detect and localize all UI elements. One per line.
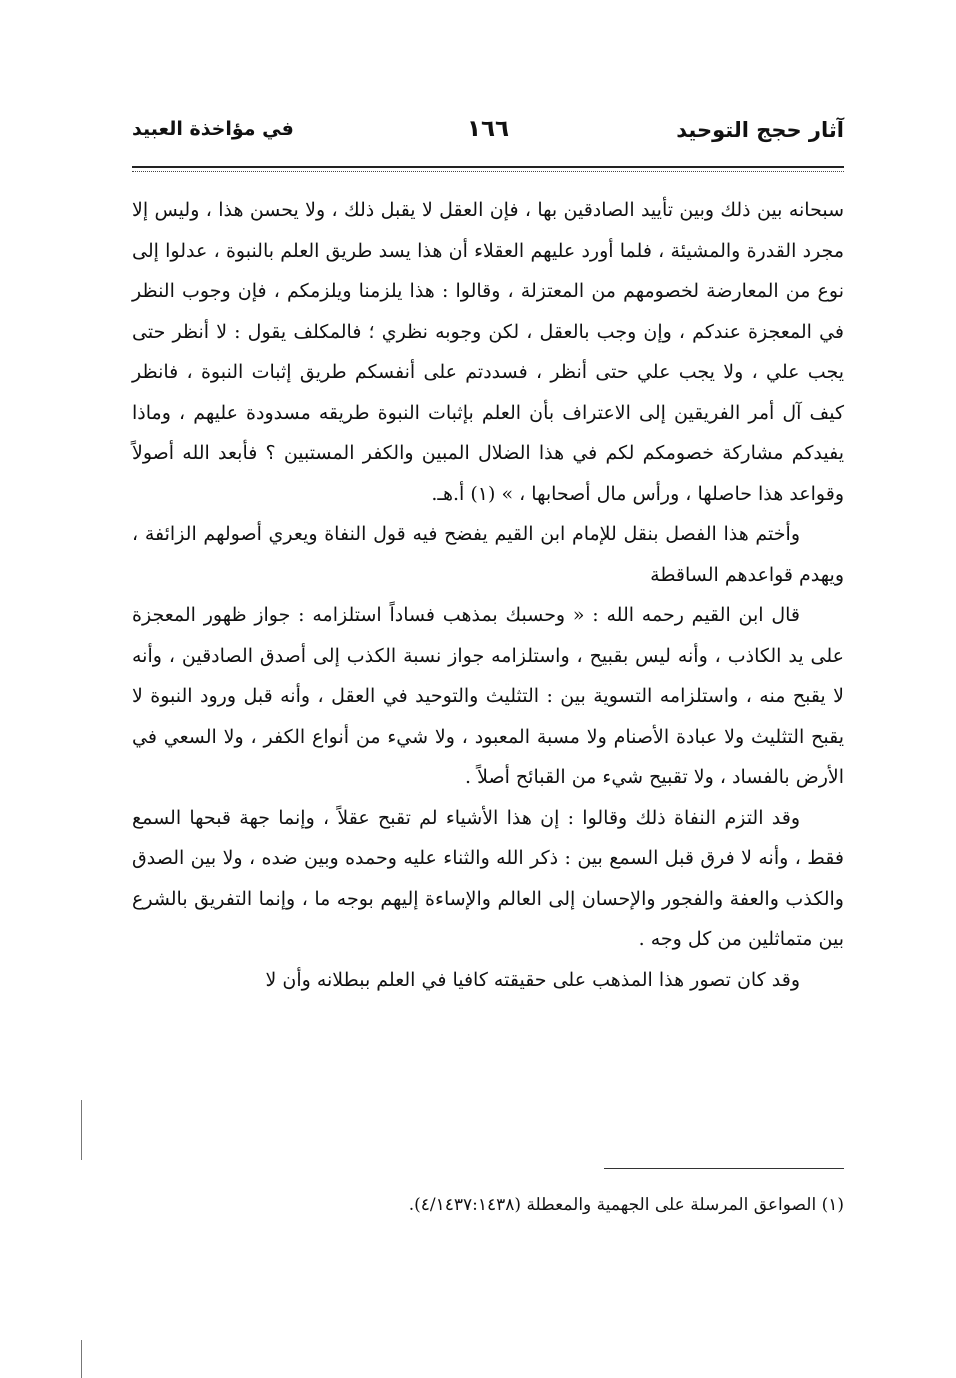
footnote-rule — [604, 1168, 844, 1169]
paragraph-5: وقد كان تصور هذا المذهب على حقيقته كافيا في العلم ببطلانه وأن لا — [265, 968, 800, 991]
header-rule — [132, 166, 844, 168]
footnote: (١) الصواعق المرسلة على الجهمية والمعطلة (٤/١٤٣٧:١٤٣٨). — [408, 1195, 844, 1215]
page-header — [132, 118, 844, 158]
header-dotted-rule — [132, 171, 844, 172]
section-title: في مؤاخذة العبيد — [132, 118, 294, 140]
scan-margin-mark — [81, 1340, 82, 1378]
paragraph-2: وأختم هذا الفصل بنقل للإمام ابن القيم يفضح فيه قول النفاة ويعري أصولهم الزائفة ، ويهدم قواعدهم الساقطة — [132, 523, 844, 586]
page-number: ١٦٦ — [466, 116, 510, 142]
paragraph-4: وقد التزم النفاة ذلك وقالوا : إن هذا الأشياء لم تقبح عقلاً ، وإنما جهة قبحها السمع فقط ، وأنه لا فرق قبل السمع بين : ذكر الله والثناء عليه وحمده وبين ضده ، ولا بين الصدق والكذب والعفة والفجور والإحسان إلى العالم والإساءة إليهم بوجه ما ، وإنما التفريق بالشرع بين متماثلين من كل وجه . — [132, 806, 844, 950]
book-title: آثار حجج التوحيد — [676, 118, 844, 142]
main-text — [132, 190, 844, 1000]
paragraph-3: قال ابن القيم رحمه الله : « وحسبك بمذهب فساداً استلزامه : جواز ظهور المعجزة على يد الكاذب ، وأنه ليس بقبيح ، واستلزامه جواز نسبة الكذب إلى أصدق الصادقين ، وأنه لا يقبح منه ، واستلزامه التسوية بين : التثليث والتوحيد في العقل ، وأنه قبل ورود النبوة لا يقبح التثليث ولا عبادة الأصنام ولا مسبة المعبود ، ولا شيء من أنواع الكفر ، ولا السعي في الأرض بالفساد ، ولا تقبيح شيء من القبائح أصلاً . — [132, 604, 844, 788]
scan-margin-mark — [81, 1100, 82, 1160]
paragraph-1: سبحانه بين ذلك وبين تأييد الصادقين بها ، فإن العقل لا يقبل ذلك ، ولا يحسن هذا ، وليس إلا مجرد القدرة والمشيئة ، فلما أورد عليهم العقلاء أن هذا يسد طريق العلم بالنبوة ، عدلوا إلى نوع من المعارضة لخصومهم من المعتزلة ، وقالوا : هذا يلزمنا ويلزمكم ، فإن وجوب النظر في المعجزة عندكم ، وإن وجب بالعقل ، لكن وجوبه نظري ؛ فالمكلف يقول : لا أنظر حتى يجب علي ، ولا يجب علي حتى أنظر ، فسددتم على أنفسكم طريق إثبات النبوة ، فانظر كيف آل أمر الفريقين إلى الاعتراف بأن العلم بإثبات النبوة طريقه مسدودة عليهم ، وماذا يفيدكم مشاركة خصومكم لكم في هذا الضلال المبين والكفر المستبين ؟ فأبعد الله أصولاً وقواعد هذا حاصلها ، ورأس مال أصحابها ، » (١) أ.هـ. — [132, 199, 844, 505]
